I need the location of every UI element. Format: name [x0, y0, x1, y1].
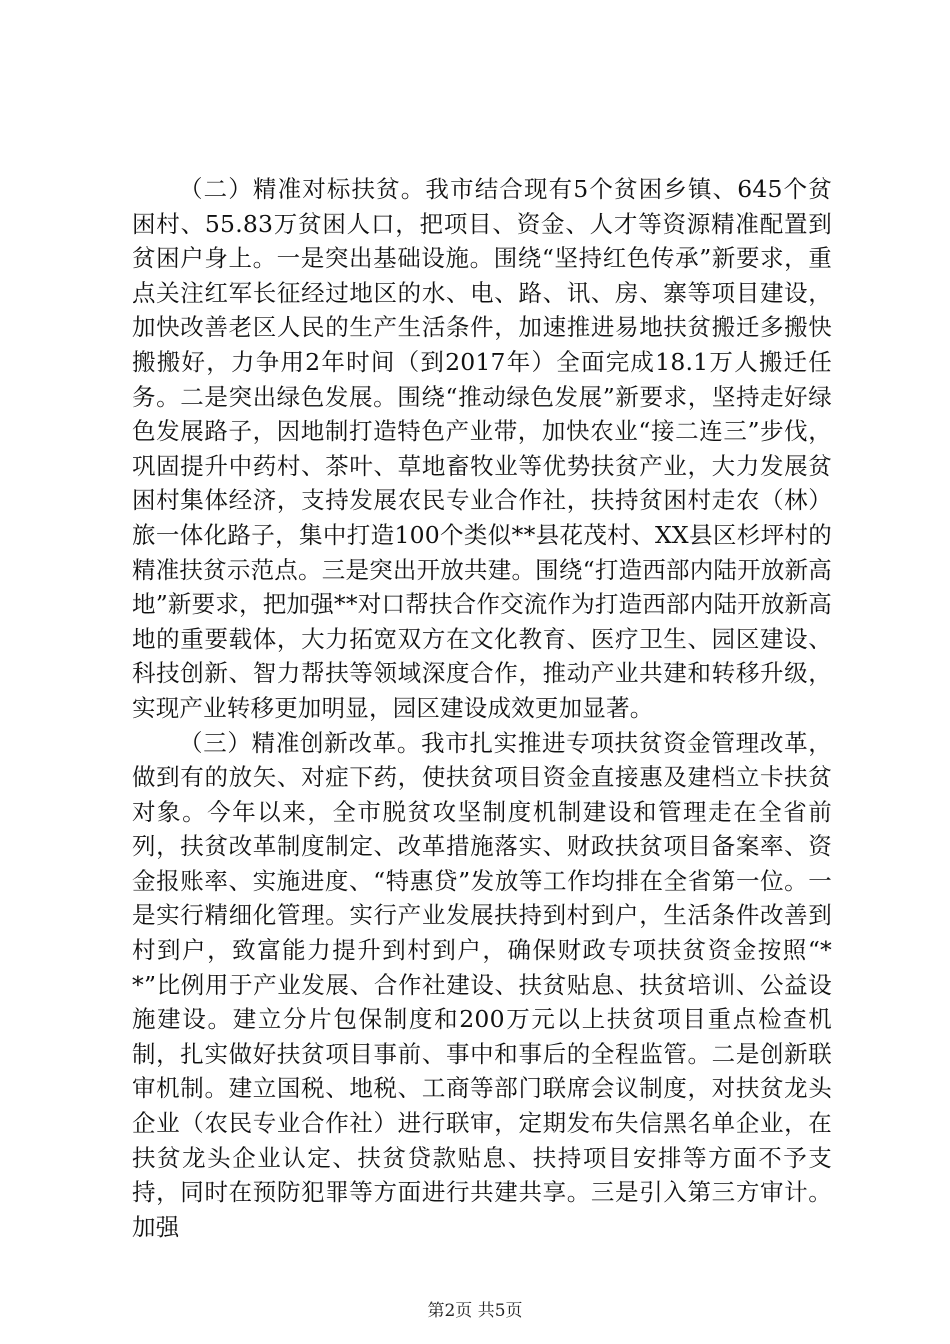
document-body [132, 172, 832, 1244]
paragraph-3: （三）精准创新改革。我市扎实推进专项扶贫资金管理改革，做到有的放矢、对症下药，使扶贫项目资金直接惠及建档立卡扶贫对象。今年以来，全市脱贫攻坚制度机制建设和管理走在全省前列，扶贫改革制度制定、改革措施落实、财政扶贫项目备案率、资金报账率、实施进度、“特惠贷”发放等工作均排在全省第一位。一是实行精细化管理。实行产业发展扶持到村到户，生活条件改善到村到户，致富能力提升到村到户，确保财政专项扶贫资金按照“**”比例用于产业发展、合作社建设、扶贫贴息、扶贫培训、公益设施建设。建立分片包保制度和200万元以上扶贫项目重点检查机制，扎实做好扶贫项目事前、事中和事后的全程监管。二是创新联审机制。建立国税、地税、工商等部门联席会议制度，对扶贫龙头企业（农民专业合作社）进行联审，定期发布失信黑名单企业，在扶贫龙头企业认定、扶贫贷款贴息、扶持项目安排等方面不予支持，同时在预防犯罪等方面进行共建共享。三是引入第三方审计。加强 [132, 728, 832, 1241]
paragraph-2: （二）精准对标扶贫。我市结合现有5个贫困乡镇、645个贫困村、55.83万贫困人口，把项目、资金、人才等资源精准配置到贫困户身上。一是突出基础设施。围绕“坚持红色传承”新要求，重点关注红军长征经过地区的水、电、路、讯、房、寨等项目建设，加快改善老区人民的生产生活条件，加速推进易地扶贫搬迁多搬快搬搬好，力争用2年时间（到2017年）全面完成18.1万人搬迁任务。二是突出绿色发展。围绕“推动绿色发展”新要求，坚持走好绿色发展路子，因地制打造特色产业带，加快农业“接二连三”步伐，巩固提升中药村、茶叶、草地畜牧业等优势扶贫产业，大力发展贫困村集体经济，支持发展农民专业合作社，扶持贫困村走农（林）旅一体化路子，集中打造100个类似**县花茂村、XX县区杉坪村的精准扶贫示范点。三是突出开放共建。围绕“打造西部内陆开放新高地”新要求，把加强**对口帮扶合作交流作为打造西部内陆开放新高地的重要载体，大力拓宽双方在文化教育、医疗卫生、园区建设、科技创新、智力帮扶等领域深度合作，推动产业共建和转移升级，实现产业转移更加明显，园区建设成效更加显著。 [132, 175, 832, 722]
page-number-footer: 第2页 共5页 [427, 1301, 523, 1321]
